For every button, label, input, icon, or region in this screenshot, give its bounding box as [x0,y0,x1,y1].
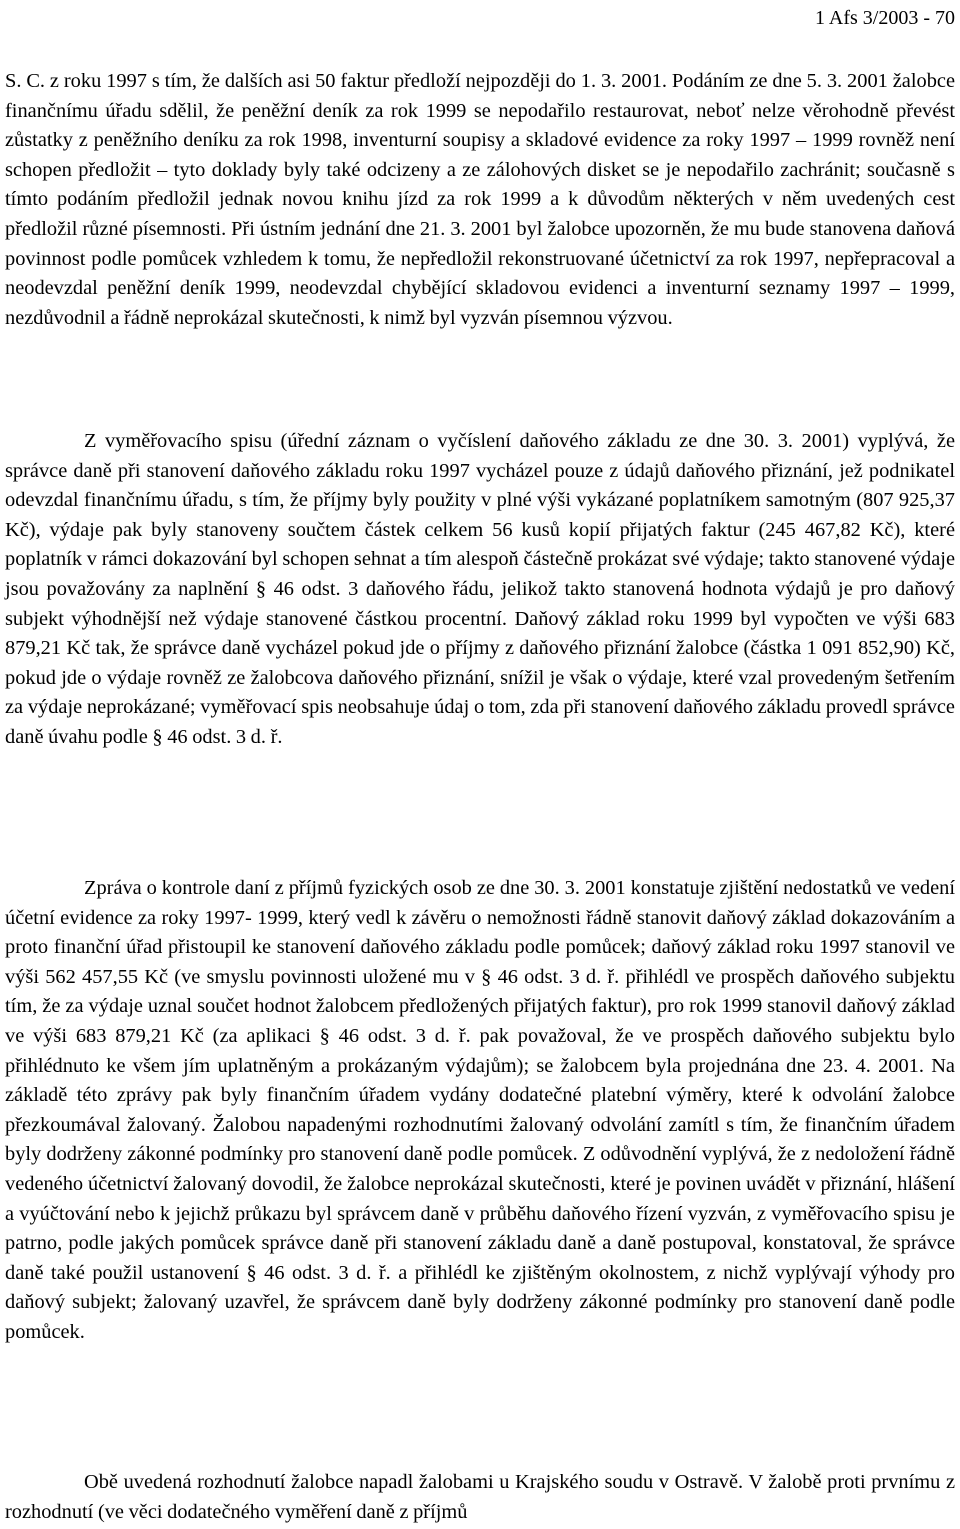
case-reference: 1 Afs 3/2003 - 70 [815,7,955,29]
paragraph-4: Obě uvedená rozhodnutí žalobce napadl žalobami u Krajského soudu v Ostravě. V žalobě proti prvnímu z rozhodnutí (ve věci dodatečného vyměření daně z příjmů [5,1471,955,1523]
paragraph-3: Zpráva o kontrole daní z příjmů fyzických osob ze dne 30. 3. 2001 konstatuje zjištění nedostatků ve vedení účetní evidence za roky 1997- 1999, který vedl k závěru o nemožnosti řádně stanovit daňový základ dokazováním a proto finanční úřad přistoupil ke stanovení daňového základu podle pomůcek; daňový základ roku 1997 stanovil ve výši 562 457,55 Kč (ve smyslu povinnosti uložené mu v § 46 odst. 3 d. ř. přihlédl ve prospěch daňového subjektu tím, že za výdaje uznal součet hodnot žalobcem předložených přijatých faktur), pro rok 1999 stanovil daňový základ ve výši 683 879,21 Kč (za aplikaci § 46 odst. 3 d. ř. pak považoval, že ve prospěch daňového subjektu bylo přihlédnuto ke všem jím uplatněným a prokázaným výdajům); se žalobcem byla projednána dne 23. 4. 2001. Na základě této zprávy pak byly finančním úřadem vydány dodatečné platební výměry, které k odvolání žalobce přezkoumával žalovaný. Žalobou napadenými rozhodnutími žalovaný odvolání zamítl s tím, že finančním úřadem byly dodrženy zákonné podmínky pro stanovení daně podle pomůcek. Z odůvodnění vyplývá, že z nedoložení řádně vedeného účetnictví žalovaný dovodil, že žalobce neprokázal skutečnosti, které je povinen uvádět v přiznání, hlášení a vyúčtování nebo k jejichž průkazu byl správcem daně v průběhu daňového řízení vyzván, z vyměřovacího spisu je patrno, podle jakých pomůcek správce daně při stanovení základu daně a daně postupoval, konstatoval, že správce daně také použil ustanovení § 46 odst. 3 d. ř. a přihlédl ke zjištěným okolnostem, z nichž vyplývají výhody pro daňový subjekt; žalovaný uzavřel, že správcem daně byly dodrženy zákonné podmínky pro stanovení daně podle pomůcek. [5,877,955,1343]
paragraph-2: Z vyměřovacího spisu (úřední záznam o vyčíslení daňového základu ze dne 30. 3. 2001) vyplývá, že správce daně při stanovení daňového základu roku 1997 vycházel pouze z údajů daňového přiznání, jež podnikatel odevzdal finančnímu úřadu, s tím, že příjmy byly použity v plné výši vykázané poplatníkem samotným (807 925,37 Kč), výdaje pak byly stanoveny součtem částek celkem 56 kusů kopií přijatých faktur (245 467,82 Kč), které poplatník v rámci dokazování byl schopen sehnat a tím alespoň částečně prokázat své výdaje; takto stanovené výdaje jsou považovány za naplnění § 46 odst. 3 daňového řádu, jelikož takto stanovená hodnota výdajů je pro daňový subjekt výhodnější než výdaje stanovené částkou procentní. Daňový základ roku 1999 byl vypočten ve výši 683 879,21 Kč tak, že správce daně vycházel pokud jde o příjmy z daňového přiznání žalobce (částka 1 091 852,90) Kč, pokud jde o výdaje rovněž ze žalobcova daňového přiznání, snížil je však o výdaje, které vzal provedeným šetřením za výdaje neprokázané; vyměřovací spis neobsahuje údaj o tom, zda při stanovení daňového základu provedl správce daně úvahu podle § 46 odst. 3 d. ř. [5,430,955,748]
paragraph-1: S. C. z roku 1997 s tím, že dalších asi 50 faktur předloží nejpozději do 1. 3. 2001. Podáním ze dne 5. 3. 2001 žalobce finančnímu úřadu sdělil, že peněžní deník za rok 1999 se nepodařilo restaurovat, neboť nelze věrohodně převést zůstatky z peněžního deníku za rok 1998, inventurní soupisy a skladové evidence za roky 1997 – 1999 rovněž není schopen předložit – tyto doklady byly také odcizeny a ze zálohových disket se je nepodařilo zachránit; současně s tímto podáním předložil jednak novou knihu jízd za rok 1999 a k důvodům některých v něm uvedených cest předložil různé písemnosti. Při ústním jednání dne 21. 3. 2001 byl žalobce upozorněn, že mu bude stanovena daňová povinnost podle pomůcek vzhledem k tomu, že nepředložil rekonstruované účetnictví za rok 1997, nepřepracoval a neodevzdal peněžní deník 1999, neodevzdal chybějící skladovou evidenci a inventurní seznamy 1997 – 1999, nezdůvodnil a řádně neprokázal skutečnosti, k nimž byl vyzván písemnou výzvou. [5,70,955,329]
